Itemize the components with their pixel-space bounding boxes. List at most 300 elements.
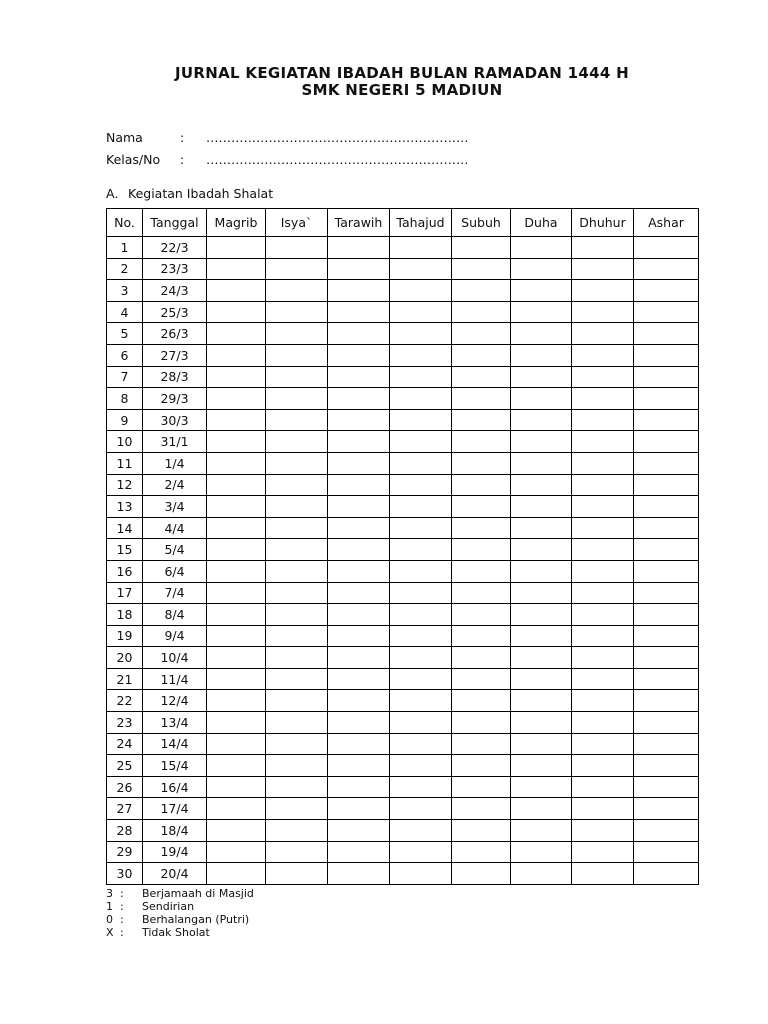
row-number: 27: [107, 798, 143, 820]
check-cell[interactable]: [511, 323, 572, 345]
check-cell[interactable]: [207, 755, 266, 777]
row-date: 23/3: [143, 258, 207, 280]
check-cell[interactable]: [207, 776, 266, 798]
check-cell[interactable]: [452, 755, 511, 777]
check-cell[interactable]: [452, 690, 511, 712]
check-cell[interactable]: [328, 388, 390, 410]
check-cell[interactable]: [390, 409, 452, 431]
row-number: 20: [107, 647, 143, 669]
table-row: [107, 733, 699, 755]
check-cell[interactable]: [452, 280, 511, 302]
check-cell[interactable]: [572, 431, 634, 453]
check-cell[interactable]: [511, 388, 572, 410]
check-cell[interactable]: [207, 798, 266, 820]
check-cell[interactable]: [452, 798, 511, 820]
check-cell[interactable]: [328, 344, 390, 366]
check-cell[interactable]: [511, 647, 572, 669]
check-cell[interactable]: [328, 863, 390, 885]
check-cell[interactable]: [207, 841, 266, 863]
check-cell[interactable]: [572, 496, 634, 518]
check-cell[interactable]: [634, 452, 699, 474]
check-cell[interactable]: [452, 431, 511, 453]
check-cell[interactable]: [452, 820, 511, 842]
check-cell[interactable]: [572, 604, 634, 626]
check-cell[interactable]: [207, 323, 266, 345]
check-cell[interactable]: [572, 388, 634, 410]
row-date: 19/4: [143, 841, 207, 863]
check-cell[interactable]: [266, 539, 328, 561]
table-header-row: [107, 209, 699, 237]
check-cell[interactable]: [634, 647, 699, 669]
check-cell[interactable]: [511, 604, 572, 626]
check-cell[interactable]: [390, 712, 452, 734]
check-cell[interactable]: [390, 776, 452, 798]
check-cell[interactable]: [390, 863, 452, 885]
check-cell[interactable]: [328, 280, 390, 302]
check-cell[interactable]: [328, 712, 390, 734]
check-cell[interactable]: [452, 560, 511, 582]
check-cell[interactable]: [634, 258, 699, 280]
table-row: [107, 776, 699, 798]
check-cell[interactable]: [390, 755, 452, 777]
check-cell[interactable]: [572, 258, 634, 280]
check-cell[interactable]: [207, 452, 266, 474]
check-cell[interactable]: [511, 280, 572, 302]
row-date: 13/4: [143, 712, 207, 734]
row-number: 26: [107, 776, 143, 798]
check-cell[interactable]: [511, 841, 572, 863]
check-cell[interactable]: [452, 712, 511, 734]
check-cell[interactable]: [390, 733, 452, 755]
check-cell[interactable]: [634, 625, 699, 647]
check-cell[interactable]: [390, 798, 452, 820]
check-cell[interactable]: [511, 452, 572, 474]
check-cell[interactable]: [328, 258, 390, 280]
check-cell[interactable]: [328, 237, 390, 259]
check-cell[interactable]: [390, 366, 452, 388]
nama-field[interactable]: [106, 130, 469, 145]
check-cell[interactable]: [266, 301, 328, 323]
check-cell[interactable]: [634, 798, 699, 820]
check-cell[interactable]: [207, 863, 266, 885]
column-header: Duha: [511, 209, 572, 237]
check-cell[interactable]: [390, 604, 452, 626]
check-cell[interactable]: [452, 539, 511, 561]
check-cell[interactable]: [390, 647, 452, 669]
check-cell[interactable]: [634, 409, 699, 431]
check-cell[interactable]: [390, 690, 452, 712]
check-cell[interactable]: [328, 841, 390, 863]
check-cell[interactable]: [452, 496, 511, 518]
check-cell[interactable]: [511, 690, 572, 712]
check-cell[interactable]: [266, 820, 328, 842]
check-cell[interactable]: [634, 388, 699, 410]
check-cell[interactable]: [511, 474, 572, 496]
check-cell[interactable]: [572, 755, 634, 777]
check-cell[interactable]: [634, 863, 699, 885]
check-cell[interactable]: [390, 668, 452, 690]
check-cell[interactable]: [452, 258, 511, 280]
check-cell[interactable]: [572, 798, 634, 820]
check-cell[interactable]: [511, 366, 572, 388]
check-cell[interactable]: [511, 539, 572, 561]
check-cell[interactable]: [266, 776, 328, 798]
check-cell[interactable]: [572, 647, 634, 669]
legend-separator: :: [120, 926, 124, 939]
check-cell[interactable]: [634, 733, 699, 755]
check-cell[interactable]: [634, 755, 699, 777]
check-cell[interactable]: [328, 496, 390, 518]
check-cell[interactable]: [572, 820, 634, 842]
check-cell[interactable]: [266, 733, 328, 755]
check-cell[interactable]: [634, 776, 699, 798]
check-cell[interactable]: [328, 539, 390, 561]
table-row: [107, 690, 699, 712]
check-cell[interactable]: [266, 668, 328, 690]
check-cell[interactable]: [266, 258, 328, 280]
check-cell[interactable]: [452, 517, 511, 539]
check-cell[interactable]: [266, 863, 328, 885]
check-cell[interactable]: [266, 388, 328, 410]
check-cell[interactable]: [572, 863, 634, 885]
check-cell[interactable]: [390, 258, 452, 280]
check-cell[interactable]: [511, 431, 572, 453]
check-cell[interactable]: [452, 452, 511, 474]
check-cell[interactable]: [390, 431, 452, 453]
check-cell[interactable]: [511, 258, 572, 280]
check-cell[interactable]: [452, 733, 511, 755]
check-cell[interactable]: [390, 625, 452, 647]
check-cell[interactable]: [572, 452, 634, 474]
check-cell[interactable]: [390, 452, 452, 474]
check-cell[interactable]: [207, 668, 266, 690]
check-cell[interactable]: [634, 366, 699, 388]
check-cell[interactable]: [572, 474, 634, 496]
check-cell[interactable]: [266, 798, 328, 820]
check-cell[interactable]: [452, 841, 511, 863]
table-row: [107, 388, 699, 410]
row-number: 30: [107, 863, 143, 885]
row-date: 16/4: [143, 776, 207, 798]
check-cell[interactable]: [390, 496, 452, 518]
check-cell[interactable]: [328, 517, 390, 539]
table-row: [107, 301, 699, 323]
table-row: [107, 582, 699, 604]
check-cell[interactable]: [207, 366, 266, 388]
check-cell[interactable]: [207, 560, 266, 582]
check-cell[interactable]: [511, 517, 572, 539]
check-cell[interactable]: [452, 237, 511, 259]
check-cell[interactable]: [511, 668, 572, 690]
check-cell[interactable]: [328, 366, 390, 388]
check-cell[interactable]: [634, 323, 699, 345]
check-cell[interactable]: [511, 409, 572, 431]
check-cell[interactable]: [634, 301, 699, 323]
check-cell[interactable]: [390, 280, 452, 302]
check-cell[interactable]: [328, 301, 390, 323]
check-cell[interactable]: [207, 625, 266, 647]
legend-code: 0: [106, 913, 113, 926]
check-cell[interactable]: [328, 560, 390, 582]
row-number: 16: [107, 560, 143, 582]
check-cell[interactable]: [572, 344, 634, 366]
check-cell[interactable]: [328, 733, 390, 755]
check-cell[interactable]: [572, 733, 634, 755]
check-cell[interactable]: [328, 690, 390, 712]
check-cell[interactable]: [572, 366, 634, 388]
kelas-label: Kelas/No: [106, 152, 161, 167]
check-cell[interactable]: [390, 582, 452, 604]
table-row: [107, 280, 699, 302]
check-cell[interactable]: [572, 776, 634, 798]
check-cell[interactable]: [328, 604, 390, 626]
check-cell[interactable]: [266, 409, 328, 431]
row-date: 8/4: [143, 604, 207, 626]
check-cell[interactable]: [266, 280, 328, 302]
check-cell[interactable]: [572, 668, 634, 690]
check-cell[interactable]: [390, 841, 452, 863]
check-cell[interactable]: [328, 776, 390, 798]
check-cell[interactable]: [266, 625, 328, 647]
check-cell[interactable]: [390, 820, 452, 842]
check-cell[interactable]: [207, 344, 266, 366]
check-cell[interactable]: [511, 301, 572, 323]
check-cell[interactable]: [207, 539, 266, 561]
check-cell[interactable]: [452, 409, 511, 431]
check-cell[interactable]: [634, 496, 699, 518]
check-cell[interactable]: [511, 798, 572, 820]
check-cell[interactable]: [266, 755, 328, 777]
check-cell[interactable]: [207, 712, 266, 734]
check-cell[interactable]: [207, 431, 266, 453]
check-cell[interactable]: [266, 474, 328, 496]
check-cell[interactable]: [452, 474, 511, 496]
check-cell[interactable]: [207, 647, 266, 669]
check-cell[interactable]: [634, 280, 699, 302]
table-row: [107, 668, 699, 690]
column-header: Magrib: [207, 209, 266, 237]
row-date: 28/3: [143, 366, 207, 388]
check-cell[interactable]: [452, 366, 511, 388]
check-cell[interactable]: [266, 323, 328, 345]
check-cell[interactable]: [328, 647, 390, 669]
check-cell[interactable]: [572, 237, 634, 259]
check-cell[interactable]: [390, 388, 452, 410]
check-cell[interactable]: [266, 560, 328, 582]
check-cell[interactable]: [266, 517, 328, 539]
check-cell[interactable]: [328, 755, 390, 777]
check-cell[interactable]: [390, 344, 452, 366]
check-cell[interactable]: [390, 301, 452, 323]
check-cell[interactable]: [207, 604, 266, 626]
check-cell[interactable]: [207, 582, 266, 604]
row-date: 14/4: [143, 733, 207, 755]
check-cell[interactable]: [634, 539, 699, 561]
check-cell[interactable]: [266, 604, 328, 626]
check-cell[interactable]: [207, 733, 266, 755]
check-cell[interactable]: [266, 431, 328, 453]
row-number: 9: [107, 409, 143, 431]
section-number: A.: [106, 186, 119, 201]
prayer-journal-table: [106, 208, 699, 885]
check-cell[interactable]: [207, 237, 266, 259]
check-cell[interactable]: [634, 474, 699, 496]
check-cell[interactable]: [266, 496, 328, 518]
legend-separator: :: [120, 887, 124, 900]
check-cell[interactable]: [207, 409, 266, 431]
check-cell[interactable]: [511, 496, 572, 518]
check-cell[interactable]: [452, 604, 511, 626]
row-number: 3: [107, 280, 143, 302]
check-cell[interactable]: [328, 820, 390, 842]
check-cell[interactable]: [572, 690, 634, 712]
check-cell[interactable]: [390, 237, 452, 259]
check-cell[interactable]: [511, 776, 572, 798]
check-cell[interactable]: [390, 539, 452, 561]
check-cell[interactable]: [511, 560, 572, 582]
check-cell[interactable]: [572, 323, 634, 345]
check-cell[interactable]: [572, 409, 634, 431]
section-heading: [106, 186, 273, 201]
check-cell[interactable]: [452, 863, 511, 885]
check-cell[interactable]: [634, 820, 699, 842]
check-cell[interactable]: [634, 668, 699, 690]
legend-text: Berjamaah di Masjid: [142, 887, 254, 900]
check-cell[interactable]: [572, 712, 634, 734]
check-cell[interactable]: [328, 668, 390, 690]
table-row: [107, 474, 699, 496]
legend-code: 1: [106, 900, 113, 913]
table-row: [107, 237, 699, 259]
check-cell[interactable]: [572, 539, 634, 561]
row-date: 22/3: [143, 237, 207, 259]
row-number: 4: [107, 301, 143, 323]
check-cell[interactable]: [207, 820, 266, 842]
check-cell[interactable]: [634, 604, 699, 626]
row-number: 28: [107, 820, 143, 842]
check-cell[interactable]: [266, 344, 328, 366]
check-cell[interactable]: [572, 841, 634, 863]
check-cell[interactable]: [452, 344, 511, 366]
row-date: 5/4: [143, 539, 207, 561]
table-row: [107, 496, 699, 518]
check-cell[interactable]: [452, 388, 511, 410]
check-cell[interactable]: [207, 496, 266, 518]
row-number: 21: [107, 668, 143, 690]
check-cell[interactable]: [572, 582, 634, 604]
row-number: 24: [107, 733, 143, 755]
check-cell[interactable]: [634, 431, 699, 453]
check-cell[interactable]: [266, 582, 328, 604]
check-cell[interactable]: [634, 582, 699, 604]
row-date: 9/4: [143, 625, 207, 647]
check-cell[interactable]: [328, 452, 390, 474]
check-cell[interactable]: [634, 690, 699, 712]
kelas-blank: ………………………………………………………: [206, 152, 469, 167]
check-cell[interactable]: [266, 452, 328, 474]
check-cell[interactable]: [452, 776, 511, 798]
check-cell[interactable]: [572, 517, 634, 539]
check-cell[interactable]: [634, 841, 699, 863]
check-cell[interactable]: [634, 237, 699, 259]
check-cell[interactable]: [511, 733, 572, 755]
row-date: 10/4: [143, 647, 207, 669]
check-cell[interactable]: [207, 258, 266, 280]
row-number: 14: [107, 517, 143, 539]
check-cell[interactable]: [572, 625, 634, 647]
check-cell[interactable]: [634, 560, 699, 582]
table-row: [107, 323, 699, 345]
check-cell[interactable]: [266, 237, 328, 259]
check-cell[interactable]: [328, 625, 390, 647]
check-cell[interactable]: [328, 431, 390, 453]
row-date: 2/4: [143, 474, 207, 496]
check-cell[interactable]: [572, 560, 634, 582]
check-cell[interactable]: [452, 647, 511, 669]
check-cell[interactable]: [634, 344, 699, 366]
column-header: Subuh: [452, 209, 511, 237]
kelas-colon: :: [180, 152, 185, 167]
check-cell[interactable]: [511, 820, 572, 842]
check-cell[interactable]: [328, 798, 390, 820]
row-number: 7: [107, 366, 143, 388]
check-cell[interactable]: [452, 582, 511, 604]
check-cell[interactable]: [511, 712, 572, 734]
check-cell[interactable]: [266, 712, 328, 734]
check-cell[interactable]: [207, 474, 266, 496]
check-cell[interactable]: [452, 323, 511, 345]
check-cell[interactable]: [390, 517, 452, 539]
table-row: [107, 539, 699, 561]
check-cell[interactable]: [328, 474, 390, 496]
check-cell[interactable]: [452, 668, 511, 690]
check-cell[interactable]: [511, 625, 572, 647]
check-cell[interactable]: [207, 388, 266, 410]
check-cell[interactable]: [266, 647, 328, 669]
check-cell[interactable]: [207, 280, 266, 302]
check-cell[interactable]: [634, 517, 699, 539]
row-date: 29/3: [143, 388, 207, 410]
check-cell[interactable]: [207, 690, 266, 712]
check-cell[interactable]: [634, 712, 699, 734]
check-cell[interactable]: [266, 841, 328, 863]
check-cell[interactable]: [328, 582, 390, 604]
check-cell[interactable]: [511, 755, 572, 777]
check-cell[interactable]: [452, 301, 511, 323]
check-cell[interactable]: [328, 409, 390, 431]
check-cell[interactable]: [328, 323, 390, 345]
check-cell[interactable]: [511, 863, 572, 885]
check-cell[interactable]: [511, 344, 572, 366]
check-cell[interactable]: [572, 280, 634, 302]
row-number: 17: [107, 582, 143, 604]
check-cell[interactable]: [266, 690, 328, 712]
kelas-field[interactable]: [106, 152, 469, 167]
table-row: [107, 409, 699, 431]
check-cell[interactable]: [511, 582, 572, 604]
check-cell[interactable]: [572, 301, 634, 323]
check-cell[interactable]: [266, 366, 328, 388]
check-cell[interactable]: [511, 237, 572, 259]
check-cell[interactable]: [207, 517, 266, 539]
check-cell[interactable]: [452, 625, 511, 647]
check-cell[interactable]: [390, 323, 452, 345]
check-cell[interactable]: [207, 301, 266, 323]
check-cell[interactable]: [390, 560, 452, 582]
check-cell[interactable]: [390, 474, 452, 496]
legend-text: Tidak Sholat: [142, 926, 210, 939]
row-number: 18: [107, 604, 143, 626]
